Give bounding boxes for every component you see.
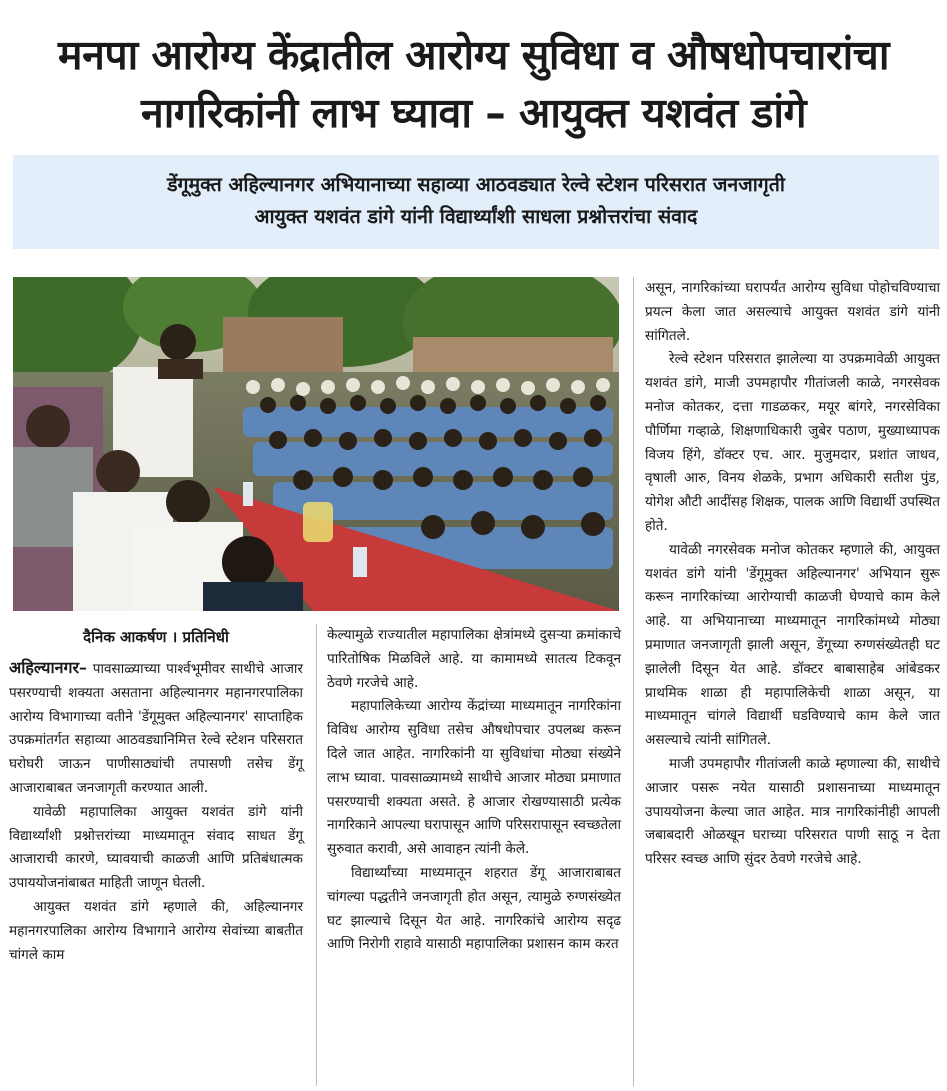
paragraph: यावेळी महापालिका आयुक्त यशवंत डांगे यांनी विद्यार्थ्यांशी प्रश्नोत्तरांच्या माध्यमातून संवाद साधत डेंगू आजाराची कारणे, घ्यावयाची काळजी आणि प्रतिबंधात्मक उपाययोजनांबाबत माहिती जाणून घेतली. [9,803,303,892]
paragraph: यावेळी नगरसेवक मनोज कोतकर म्हणाले की, आयुक्त यशवंत डांगे यांनी 'डेंगूमुक्त अहिल्यानगर' अभियान सुरू करून नागरिकांच्या आरोग्याची काळजी घेण्याचे काम केले आहे. या अभियानाच्या माध्यमातून नागरिकांमध्ये मोठ्या प्रमाणात जनजागृती झाली असून, डेंगूच्या रुग्णसंख्येतही घट झालेली दिसून येत आहे. डॉक्टर बाबासाहेब आंबेडकर प्राथमिक शाळा ही महापालिकेची शाळा असून, या माध्यमातून चांगले विद्यार्थी घडविण्याचे काम केले जात असल्याचे त्यांनी सांगितले. [645,541,940,749]
subheadline-box [13,155,939,249]
subheadline-line-1: डेंगूमुक्त अहिल्यानगर अभियानाच्या सहाव्या आठवड्यात रेल्वे स्टेशन परिसरात जनजागृती [167,173,785,196]
paragraph: रेल्वे स्टेशन परिसरात झालेल्या या उपक्रमावेळी आयुक्त यशवंत डांगे, माजी उपमहापौर गीतांजली काळे, नगरसेवक मनोज कोतकर, दत्ता गाडळकर, मयूर बांगरे, नगरसेविका पौर्णिमा गव्हाळे, शिक्षणाधिकारी जुबेर पठाण, मुख्याध्यापक विजय हिंगे, डॉक्टर एच. आर. मुजुमदार, प्रशांत जाधव, वृषाली आरु, विनय शेळके, प्रभाग अधिकारी सतीश पुंड, योगेश औटी आदींसह शिक्षक, पालक आणि विद्यार्थी उपस्थित होते. [645,351,940,534]
paragraph-text: पावसाळ्याच्या पार्श्वभूमीवर साथीचे आजार पसरण्याची शक्यता असताना अहिल्यानगर महानगरपालिका आरोग्य विभागाच्या वतीने 'डेंगूमुक्त अहिल्यानगर' साप्ताहिक उपक्रमांतर्गत सहाव्या आठवड्यानिमित्त रेल्वे स्टेशन परिसरात घरोघरी जाऊन पाणीसाठ्यांची तपासणी तसेच डेंगू आजाराबाबत जनजागृती करण्यात आली. [9,661,303,796]
dateline: अहिल्यानगर– [9,658,88,677]
event-photo [13,277,619,611]
article-column-1 [9,624,303,967]
headline-line-1: मनपा आरोग्य केंद्रातील आरोग्य सुविधा व औषधोपचारांचा [58,31,889,79]
byline: दैनिक आकर्षण । प्रतिनिधी [83,628,229,646]
headline [0,0,947,150]
article-column-2 [327,624,621,957]
paragraph: माजी उपमहापौर गीतांजली काळे म्हणाल्या की, साथीचे आजार पसरू नयेत यासाठी प्रशासनाच्या माध्यमातून उपाययोजना केल्या जात आहेत. मात्र नागरिकांनीही आपली जबाबदारी ओळखून घराच्या परिसरात पाणी साठू न देता परिसर स्वच्छ आणि सुंदर ठेवणे गरजेचे आहे. [645,755,940,868]
paragraph [9,656,303,801]
paragraph: महापालिकेच्या आरोग्य केंद्रांच्या माध्यमातून नागरिकांना विविध आरोग्य सुविधा तसेच औषधोपचार उपलब्ध करून दिले जात आहेत. नागरिकांनी या सुविधांचा मोठ्या संख्येने लाभ घ्यावा. पावसाळ्यामध्ये साथीचे आजार मोठ्या प्रमाणात पसरण्याची शक्यता असते. हे आजार रोखण्यासाठी प्रत्येक नागरिकाने आपल्या घरापासून आणि परिसरापासून स्वच्छतेला सुरुवात करावी, असे आवाहन त्यांनी केले. [327,698,621,858]
column-divider [316,624,317,1086]
paragraph: विद्यार्थ्यांच्या माध्यमातून शहरात डेंगू आजाराबाबत चांगल्या पद्धतीने जनजागृती होत असून, त्यामुळे रुग्णसंख्येत घट झाल्याचे दिसून येत आहे. नागरिकांचे आरोग्य सदृढ आणि निरोगी राहावे यासाठी महापालिका प्रशासन काम करत [327,864,621,953]
paragraph: केल्यामुळे राज्यातील महापालिका क्षेत्रांमध्ये दुसऱ्या क्रमांकाचे पारितोषिक मिळविले आहे. या कामामध्ये सातत्य टिकवून ठेवणे गरजेचे आहे. [327,627,621,691]
headline-line-2: नागरिकांनी लाभ घ्यावा – आयुक्त यशवंत डांगे [140,89,807,137]
paragraph: असून, नागरिकांच्या घरापर्यंत आरोग्य सुविधा पोहोचविण्याचा प्रयत्न केला जात असल्याचे आयुक्त यशवंत डांगे यांनी सांगितले. [645,280,940,344]
subheadline-line-2: आयुक्त यशवंत डांगे यांनी विद्यार्थ्यांशी साधला प्रश्नोत्तरांचा संवाद [254,205,698,228]
article-column-3 [645,277,940,872]
paragraph: आयुक्त यशवंत डांगे म्हणाले की, अहिल्यानगर महानगरपालिका आरोग्य विभागाने आरोग्य सेवांच्या बाबतीत चांगले काम [9,898,303,963]
column-divider [633,277,634,1086]
